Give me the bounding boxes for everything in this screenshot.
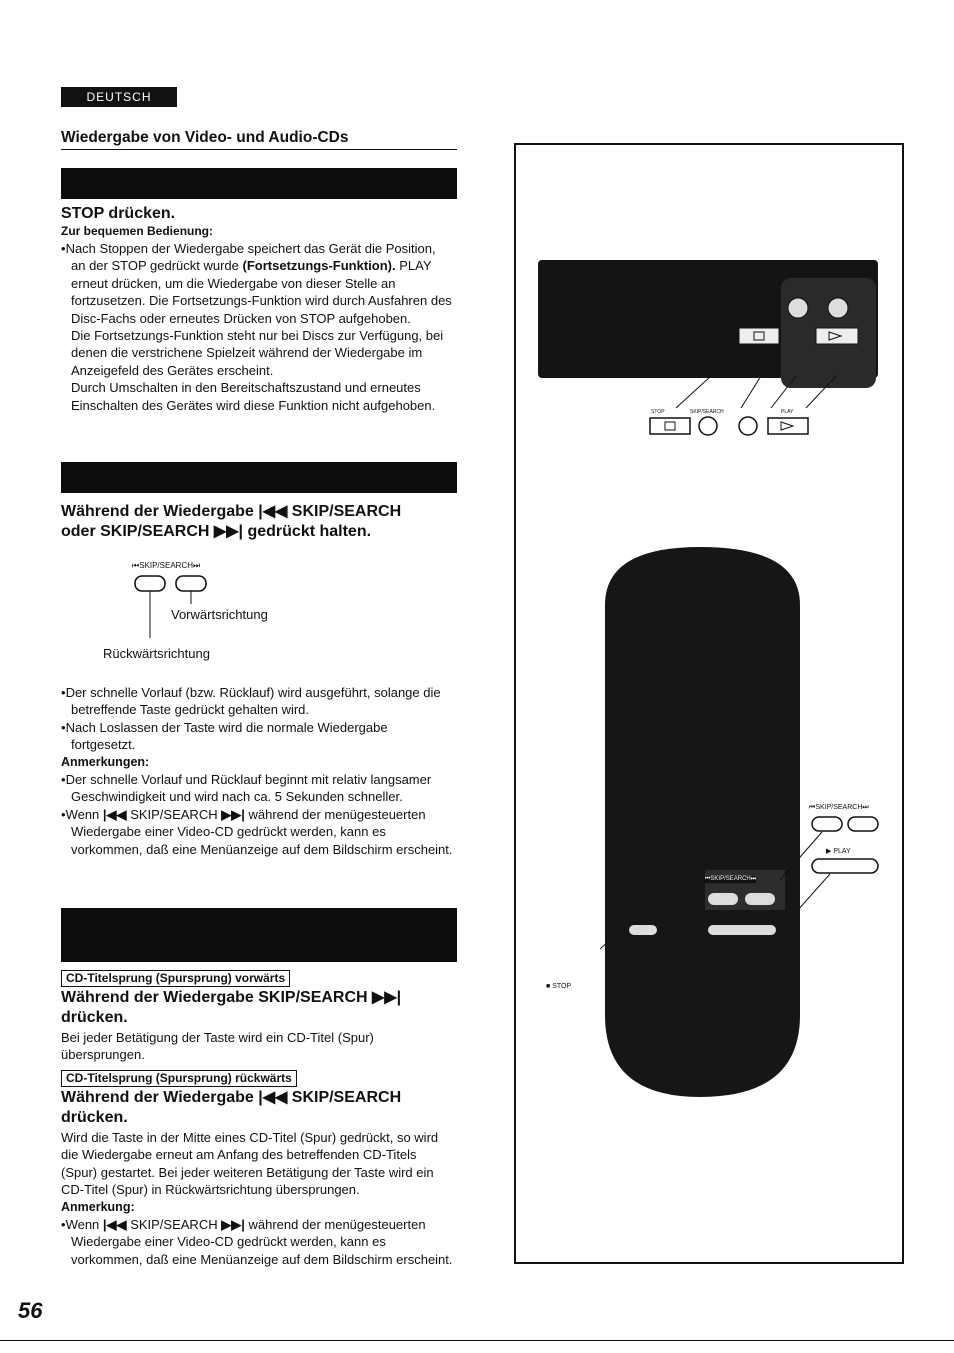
skip-forward-label: CD-Titelsprung (Spursprung) vorwärts xyxy=(61,969,290,987)
notes-bullet-2: •Wenn |◀◀ SKIP/SEARCH ▶▶| während der menügesteuerten Wiedergabe einer Video-CD gedrückt werden, kann es vorkommen, daß eine Menüanzeige auf dem Bildschirm erscheint. xyxy=(61,806,453,857)
search-bullet-2: •Nach Loslassen der Taste wird die normale Wiedergabe fortgesetzt. xyxy=(61,719,388,753)
forward-label: Vorwärtsrichtung xyxy=(171,607,268,622)
note-bullet: •Wenn |◀◀ SKIP/SEARCH ▶▶| während der menügesteuerten Wiedergabe einer Video-CD gedrückt werden, kann es vorkommen, daß eine Menüanzeige auf dem Bildschirm erscheint. xyxy=(61,1217,453,1267)
page-title: Wiedergabe von Video- und Audio-CDs xyxy=(61,129,457,150)
search-body xyxy=(61,684,453,858)
stop-paragraph-2: Die Fortsetzungs-Funktion steht nur bei Discs zur Verfügung, bei denen die verstrichene Spielzeit während der Wiedergabe im Anzeigefeld des Gerätes erscheint. xyxy=(71,328,444,378)
stop-heading: STOP drücken. xyxy=(61,205,176,222)
remote-stop-label: ■ STOP xyxy=(546,983,572,990)
bottom-rule xyxy=(0,1340,954,1341)
diagram-skip-label: ⏮SKIP/SEARCH⏭ xyxy=(132,561,201,570)
remote-play-label: ▶ PLAY xyxy=(826,848,851,855)
unit-skip-label: SKIP/SEARCH xyxy=(690,409,724,415)
section-bar-skip xyxy=(61,908,457,962)
remote-skip-label: ⏮SKIP/SEARCH⏭ xyxy=(809,804,869,811)
section-bar-stop xyxy=(61,168,457,199)
skip-back-icon: |◀◀ xyxy=(258,503,288,520)
skip-back-body xyxy=(61,1129,453,1268)
remote-inner-skip-label: ⏮SKIP/SEARCH⏭ xyxy=(705,876,757,882)
notes-heading: Anmerkungen: xyxy=(61,754,150,769)
remote-illustration xyxy=(600,545,900,1105)
search-bullet-1: •Der schnelle Vorlauf (bzw. Rücklauf) wird ausgeführt, solange die betreffende Taste gedrückt gehalten wird. xyxy=(61,685,441,718)
skip-back-text: Wird die Taste in der Mitte eines CD-Titel (Spur) gedrückt, so wird die Wiedergabe erneut am Anfang des betreffenden CD-Titels (Spur) gestartet. Bei jeder weiteren Betätigung der Taste wird ein CD-Titel (Spur) in Rückwärtsrichtung übersprungen. xyxy=(61,1130,439,1198)
skip-forward-heading: Während der Wiedergabe SKIP/SEARCH ▶▶| drücken. xyxy=(61,989,402,1026)
stop-paragraph-3: Durch Umschalten in den Bereitschaftszustand und erneutes Einschalten des Gerätes wird diese Funktion nicht aufgehoben. xyxy=(71,380,436,413)
page-number: 56 xyxy=(18,1298,43,1323)
stop-body xyxy=(61,240,453,414)
backward-label: Rückwärtsrichtung xyxy=(103,646,210,661)
language-tab: DEUTSCH xyxy=(61,87,177,107)
search-heading: Während der Wiedergabe |◀◀ SKIP/SEARCH oder SKIP/SEARCH ▶▶| gedrückt halten. xyxy=(61,503,402,540)
note-heading: Anmerkung: xyxy=(61,1199,135,1214)
skip-back-label: CD-Titelsprung (Spursprung) rückwärts xyxy=(61,1069,297,1087)
convenience-subheading: Zur bequemen Bedienung: xyxy=(61,224,214,238)
section-bar-search xyxy=(61,462,457,493)
notes-bullet-1: •Der schnelle Vorlauf und Rücklauf beginnt mit relativ langsamer Geschwindigkeit und wird nach ca. 5 Sekunden schneller. xyxy=(61,772,432,805)
skip-forward-text: Bei jeder Betätigung der Taste wird ein CD-Titel (Spur) übersprungen. xyxy=(61,1030,374,1063)
stop-bullet: •Nach Stoppen der Wiedergabe speichert das Gerät die Position, an der STOP gedrückt wurde (Fortsetzungs-Funktion). PLAY erneut drücken, um die Wiedergabe von dieser Stelle an fortzusetzen. Die Fortsetzungs-Funktion wird durch Ausfahren des Disc-Fachs oder erneutes Drücken von STOP aufgehoben. xyxy=(61,241,452,326)
skip-forward-icon: ▶▶| xyxy=(213,523,244,540)
unit-play-label: PLAY xyxy=(781,409,794,415)
unit-stop-label: STOP xyxy=(651,409,665,415)
skip-back-heading: Während der Wiedergabe |◀◀ SKIP/SEARCH drücken. xyxy=(61,1089,402,1126)
